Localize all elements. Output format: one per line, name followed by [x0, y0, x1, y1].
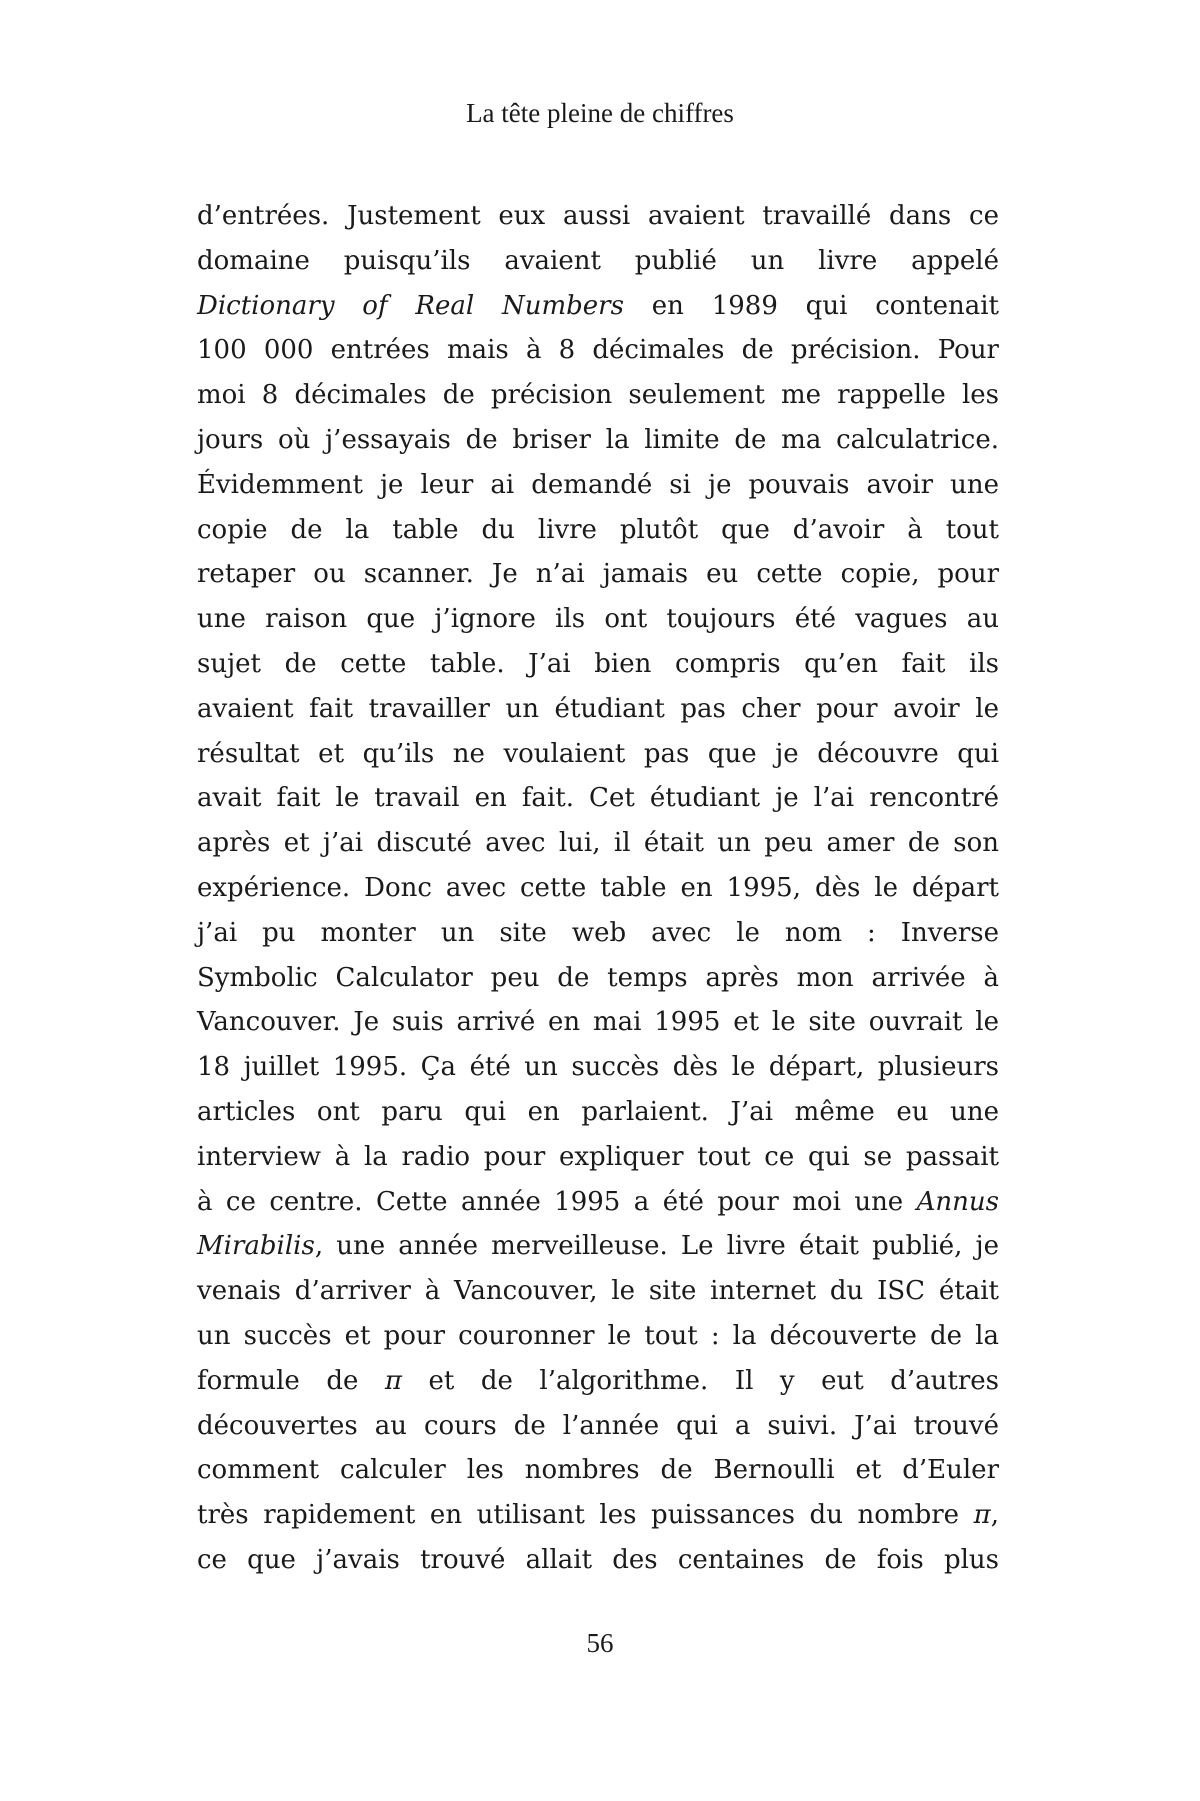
text-segment: comment calculer les nombres de Bernoulli et d’Euler [197, 1455, 999, 1486]
text-segment: j’ai pu monter un site web avec le nom : Inverse [197, 917, 999, 948]
italic-text: Annus [916, 1186, 999, 1217]
text-line [197, 1090, 999, 1135]
text-line [197, 1224, 999, 1269]
text-line [197, 1448, 999, 1493]
italic-text: π [973, 1500, 991, 1531]
text-segment: expérience. Donc avec cette table en 1995, dès le départ [197, 872, 999, 903]
text-line [197, 866, 999, 911]
text-line [197, 956, 999, 1001]
text-line [197, 821, 999, 866]
text-segment: ce que j’avais trouvé allait des centaines de fois plus [197, 1544, 999, 1575]
text-segment: copie de la table du livre plutôt que d’avoir à tout [197, 514, 999, 545]
text-line [197, 284, 999, 329]
text-line [197, 1180, 999, 1225]
text-line [197, 732, 999, 777]
text-line [197, 1135, 999, 1180]
text-line [197, 1314, 999, 1359]
text-segment: Évidemment je leur ai demandé si je pouvais avoir une [197, 469, 999, 500]
text-segment: , une année merveilleuse. Le livre était publié, je [314, 1231, 999, 1262]
text-segment: 100 000 entrées mais à 8 décimales de précision. Pour [197, 335, 999, 366]
text-segment: résultat et qu’ils ne voulaient pas que je découvre qui [197, 738, 999, 769]
text-segment: 18 juillet 1995. Ça été un succès dès le départ, plusieurs [197, 1052, 999, 1083]
text-segment: , [990, 1500, 999, 1531]
text-line [197, 463, 999, 508]
text-line [197, 776, 999, 821]
text-segment: très rapidement en utilisant les puissances du nombre [197, 1500, 974, 1531]
text-line [197, 597, 999, 642]
text-segment: d’entrées. Justement eux aussi avaient travaillé dans ce [197, 201, 999, 231]
running-header: La tête pleine de chiffres [466, 98, 734, 128]
text-line [197, 1538, 999, 1583]
text-line [197, 418, 999, 463]
text-segment: sujet de cette table. J’ai bien compris qu’en fait ils [197, 648, 999, 679]
text-line [197, 642, 999, 687]
text-segment: avait fait le travail en fait. Cet étudiant je l’ai rencontré [197, 783, 999, 814]
text-line [197, 508, 999, 553]
text-segment: moi 8 décimales de précision seulement me rappelle les [197, 380, 999, 411]
text-segment: un succès et pour couronner le tout : la découverte de la [197, 1320, 999, 1351]
text-line [197, 1000, 999, 1045]
text-segment: à ce centre. Cette année 1995 a été pour moi une [197, 1186, 917, 1217]
text-segment: formule de [197, 1365, 385, 1396]
text-line [197, 1045, 999, 1090]
italic-text: Mirabilis [197, 1231, 315, 1262]
text-line [197, 328, 999, 373]
text-line [197, 687, 999, 732]
page-number: 56 [586, 1628, 614, 1658]
body-paragraph [197, 194, 999, 1583]
text-segment: jours où j’essayais de briser la limite de ma calculatrice. [197, 424, 999, 455]
text-line [197, 911, 999, 956]
text-line [197, 1404, 999, 1449]
text-segment: retaper ou scanner. Je n’ai jamais eu cette copie, pour [197, 559, 999, 590]
text-segment: Vancouver. Je suis arrivé en mai 1995 et le site ouvrait le [197, 1007, 999, 1038]
text-segment: découvertes au cours de l’année qui a suivi. J’ai trouvé [197, 1410, 999, 1441]
text-segment: après et j’ai discuté avec lui, il était un peu amer de son [197, 828, 999, 859]
text-line [197, 373, 999, 418]
text-line [197, 1493, 999, 1538]
text-line [197, 1359, 999, 1404]
text-segment: en 1989 qui contenait [623, 290, 999, 321]
text-segment: une raison que j’ignore ils ont toujours été vagues au [197, 604, 999, 635]
text-segment: venais d’arriver à Vancouver, le site internet du ISC était [197, 1276, 999, 1307]
text-segment: domaine puisqu’ils avaient publié un livre appelé [197, 245, 999, 276]
text-line [197, 552, 999, 597]
text-segment: Symbolic Calculator peu de temps après mon arrivée à [197, 962, 999, 993]
italic-text: π [384, 1365, 402, 1396]
text-segment: articles ont paru qui en parlaient. J’ai même eu une [197, 1096, 999, 1127]
text-line [197, 239, 999, 284]
text-segment: avaient fait travailler un étudiant pas cher pour avoir le [197, 693, 999, 724]
text-line [197, 194, 999, 239]
text-line [197, 1269, 999, 1314]
text-segment: interview à la radio pour expliquer tout ce qui se passait [197, 1141, 999, 1172]
text-segment: et de l’algorithme. Il y eut d’autres [401, 1365, 999, 1396]
italic-text: Dictionary of Real Numbers [197, 290, 624, 321]
